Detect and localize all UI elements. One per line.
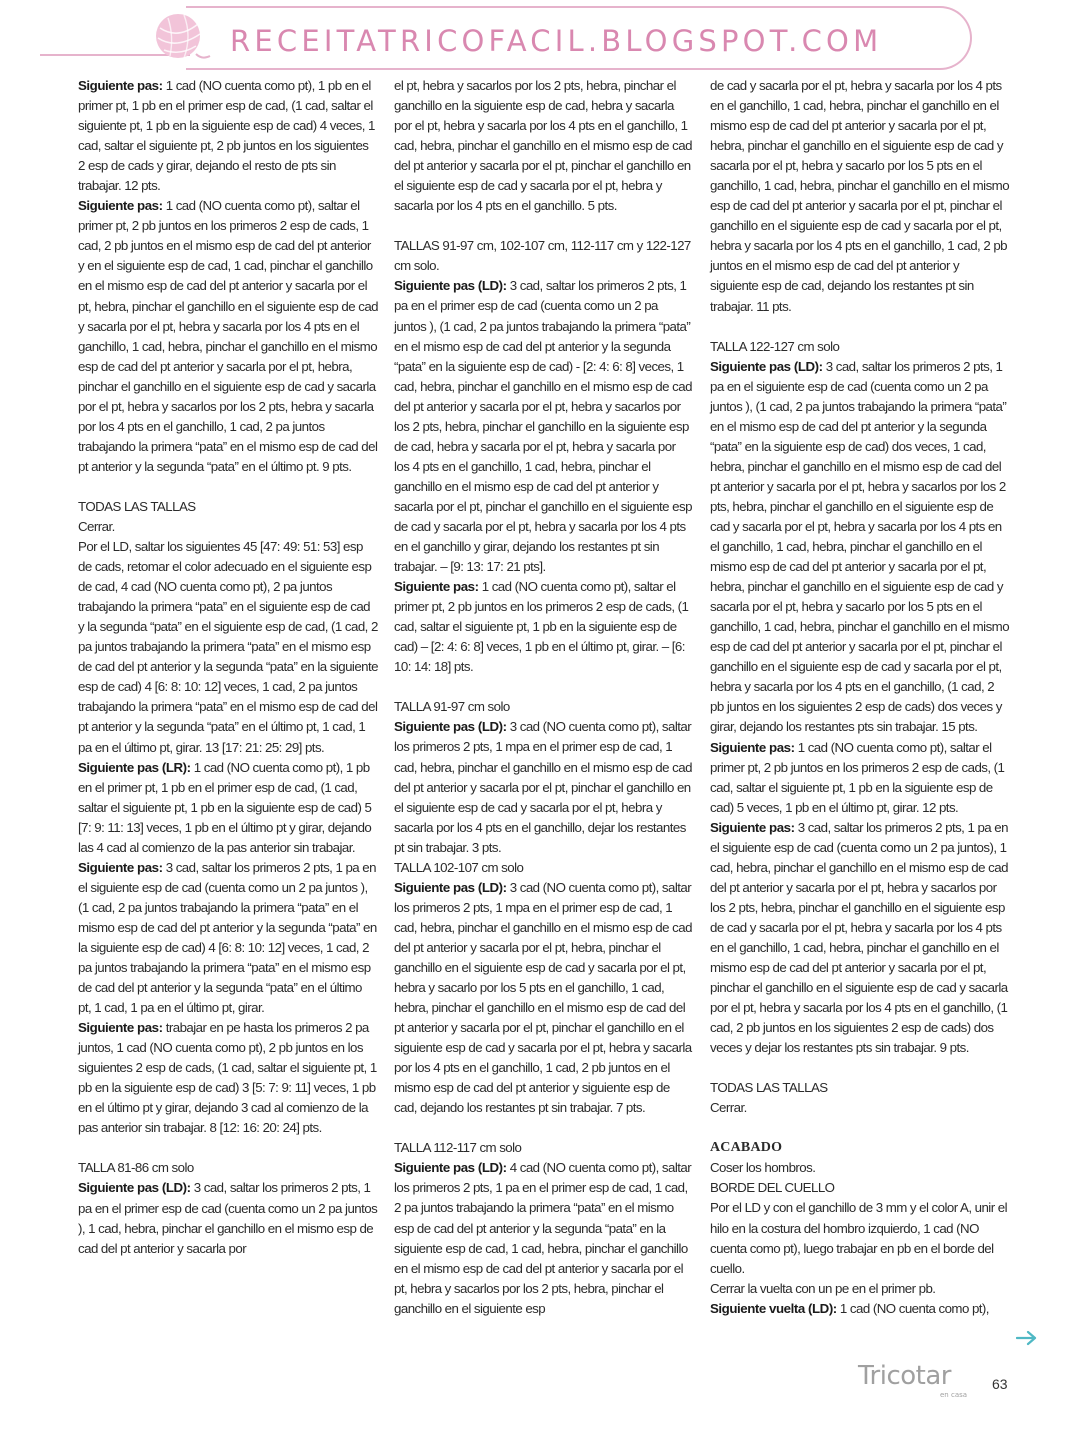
paragraph: el pt, hebra y sacarlos por los 2 pts, hebra, pinchar el ganchillo en la siguiente esp de cad, hebra y sacarla por el pt, hebra y sacarla por los 4 pts en el ganchillo, 1 cad, hebra, pinchar el ganchillo en el mismo esp de cad del pt anterior y sacarla por el pt, pinchar el ganchillo en el siguiente esp de cad y sacarla por el pt, hebra y sacarla por los 4 pts en el ganchillo. 5 pts.: [394, 78, 692, 214]
section-heading: TALLA 81-86 cm solo: [78, 1160, 194, 1176]
paragraph: [394, 878, 692, 1119]
paragraph: Cerrar la vuelta con un pe en el primer pb.: [710, 1280, 936, 1296]
row-text: 1 cad (NO cuenta como pt), saltar el primer pt, 2 pb juntos en los primeros 2 esp de cads, (1 cad, saltar el siguiente pt, 1 pb en la siguiente esp de cad) 5 veces, 1 pb en el último pt, girar. 12 pts.: [710, 739, 1005, 815]
row-label: Siguiente pas (LD):: [394, 1160, 507, 1176]
section-heading: TODAS LAS TALLAS: [78, 498, 196, 514]
paragraph: Por el LD, saltar los siguientes 45 [47: 49: 51: 53] esp de cads, retomar el color adecuado en el siguiente esp de cad, 4 cad (NO cuenta como pt), 2 pa juntos trabajando la primera “pata” en el siguiente esp de cad y la segunda “pata” en el siguiente esp de cad, (1 cad, 2 pa juntos trabajando la primera “pata” en el mismo esp de cad del pt anterior y la segunda “pata” en la siguiente esp de cad) 4 [6: 8: 10: 12] veces, 1 cad, 2 pa juntos trabajando la primera “pata” en el mismo esp de cad del pt anterior y la segunda “pata” en el último pt, 1 cad, 1 pa en el último pt, girar. 13 [17: 21: 25: 29] pts.: [78, 539, 379, 755]
paragraph: [710, 818, 1010, 1059]
row-label: Siguiente pas (LD):: [394, 278, 507, 294]
site-url-link[interactable]: RECEITATRICOFACIL.BLOGSPOT.COM: [230, 24, 883, 58]
section-heading: TALLA 91-97 cm solo: [394, 699, 510, 715]
row-text: 1 cad (NO cuenta como pt), saltar el primer pt, 2 pb juntos en los primeros 2 esp de cads, 1 cad, 2 pb juntos en el mismo esp de cad del pt anterior y en el siguiente esp de cad, 1 cad, pinchar el ganchillo en el mismo esp de cad del pt anterior y sacarla por el pt, hebra, pinchar el ganchillo en el siguiente esp de cad y sacarla por el pt, hebra y sacarla por los 4 pts en el ganchillo, 1 cad, hebra, pinchar el ganchillo en el mismo esp de cad del pt anterior y sacarla por el pt, hebra, pinchar el ganchillo en el siguiente esp de cad y sacarla por el pt, hebra y sacarlos por los 2 pts, hebra y sacarla por los 4 pts en el ganchillo, 1 cad, 2 pa juntos trabajando la primera “pata” en el mismo esp de cad del pt anterior y la segunda “pata” en el último pt. 9 pts.: [78, 198, 379, 474]
row-label: Siguiente pas (LD):: [710, 358, 823, 374]
row-text: 3 cad, saltar los primeros 2 pts, 1 pa en el siguiente esp de cad (cuenta como un 2 pa juntos ), (1 cad, 2 pa juntos trabajando la primera “pata” en el mismo esp de cad del pt anterior y la segunda “pata” en la siguiente esp de cad) 4 [6: 8: 10: 12] veces, 1 cad, 2 pa juntos trabajando la primera “pata” en el mismo esp de cad del pt anterior y la segunda “pata” en el último pt, 1 cad, 1 pa en el último pt, girar.: [78, 859, 377, 1016]
row-label: Siguiente pas:: [78, 859, 163, 875]
row-text: 3 cad, saltar los primeros 2 pts, 1 pa en el siguiente esp de cad (cuenta como un 2 pa juntos), 1 cad, hebra, pinchar el ganchillo en el mismo esp de cad del pt anterior y sacarla por el pt, hebra y sacarlos por los 2 pts, hebra, pinchar el ganchillo en el siguiente esp de cad y sacarla por el pt, hebra y sacarla por los 4 pts en el ganchillo, 1 cad, hebra, pinchar el ganchillo en el mismo esp de cad del pt anterior y sacarla por el pt, pinchar el ganchillo en el siguiente esp de cad y sacarla por el pt, hebra y sacarla por los 4 pts en el ganchillo, (1 cad, 2 pb juntos en los siguientes 2 esp de cads) dos veces y dejar los restantes pts sin trabajar. 9 pts.: [710, 819, 1008, 1056]
column-3: [710, 76, 1010, 1319]
row-label: Siguiente pas (LR):: [78, 759, 191, 775]
magazine-logo-subtitle: en casa: [940, 1391, 968, 1399]
row-label: Siguiente pas (LD):: [78, 1180, 191, 1196]
yarn-ball-icon: [154, 10, 206, 62]
column-2: [394, 76, 692, 1319]
row-text: 3 cad (NO cuenta como pt), saltar los primeros 2 pts, 1 mpa en el primer esp de cad, 1 cad, hebra, pinchar el ganchillo en el mismo esp de cad del pt anterior y sacarla por el pt, pinchar el ganchillo en el siguiente esp de cad y sacarla por el pt, hebra y sacarla por los 4 pts en el ganchillo, dejar los restantes pt sin trabajar. 3 pts.: [394, 719, 692, 855]
row-label: Siguiente pas:: [394, 579, 479, 595]
paragraph: [78, 1178, 378, 1258]
row-label: Siguiente vuelta (LD):: [710, 1300, 837, 1316]
row-label: Siguiente pas:: [710, 819, 795, 835]
row-text: 1 cad (NO cuenta como pt), 1 pb en el primer pt, 1 pb en el primer esp de cad, (1 cad, saltar el siguiente pt, 1 pb en la siguiente esp de cad) 5 [7: 9: 11: 13] veces, 1 pb en el último pt y girar, dejando las 4 cad al comienzo de la pas anterior sin trabajar.: [78, 759, 372, 855]
section-heading: TALLA 112-117 cm solo: [394, 1140, 522, 1156]
paragraph: [710, 1299, 1010, 1319]
paragraph: [394, 1158, 692, 1318]
row-text: 3 cad, saltar los primeros 2 pts, 1 pa en el primer esp de cad (cuenta como un 2 pa juntos ), 1 cad, hebra, pinchar el ganchillo en el mismo esp de cad del pt anterior y sacarla por: [78, 1180, 378, 1256]
row-text: 1 cad (NO cuenta como pt), 1 pb en el primer pt, 1 pb en el primer esp de cad, (1 cad, saltar el siguiente pt, 1 pb en la siguiente esp de cad) 4 veces, 1 cad, saltar el siguiente pt, 2 pb juntos en los siguientes 2 esp de cads y girar, dejando el resto de pts sin trabajar. 12 pts.: [78, 78, 375, 194]
row-label: Siguiente pas (LD):: [394, 719, 507, 735]
row-label: Siguiente pas:: [710, 739, 795, 755]
paragraph: Cerrar.: [710, 1100, 747, 1116]
row-text: 3 cad, saltar los primeros 2 pts, 1 pa en el primer esp de cad (cuenta como un 2 pa juntos ), (1 cad, 2 pa juntos trabajando la primera “pata” en el mismo esp de cad del pt anterior y la segunda “pata” en la siguiente esp de cad) - [2: 4: 6: 8] veces, 1 cad, hebra, pinchar el ganchillo en el mismo esp de cad del pt anterior y sacarla por el pt, hebra y sacarlos por los 2 pts, hebra, pinchar el ganchillo en la siguiente esp de cad, hebra y sacarla por el pt, hebra y sacarla por los 4 pts en el ganchillo, 1 cad, hebra, pinchar el ganchillo en el mismo esp de cad del pt anterior y sacarla por el pt, pinchar el ganchillo en el siguiente esp de cad y sacarla por el pt, hebra y sacarla por los 4 pts en el ganchillo y girar, dejando los restantes pt sin trabajar. – [9: 13: 17: 21 pts].: [394, 278, 692, 575]
paragraph: Por el LD y con el ganchillo de 3 mm y el color A, unir el hilo en la costura del hombro izquierdo, 1 cad (NO cuenta como pt), luego trabajar en pb en el borde del cuello.: [710, 1200, 1007, 1276]
paragraph: Coser los hombros.: [710, 1160, 816, 1176]
row-text: 3 cad (NO cuenta como pt), saltar los primeros 2 pts, 1 mpa en el primer esp de cad, 1 cad, hebra, pinchar el ganchillo en el mismo esp de cad del pt anterior y sacarla por el pt, hebra, pinchar el ganchillo en el siguiente esp de cad y sacarla por el pt, hebra y sacarlo por los 5 pts en el ganchillo, 1 cad, hebra, pinchar el ganchillo en el mismo esp de cad del pt anterior y sacarla por el pt, pinchar el ganchillo en el siguiente esp de cad y sacarla por el pt, hebra y sacarla por los 4 pts en el ganchillo, 1 cad, 2 pb juntos en el mismo esp de cad del pt anterior y siguiente esp de cad, dejando los restantes pt sin trabajar. 7 pts.: [394, 879, 692, 1116]
paragraph: Cerrar.: [78, 518, 115, 534]
paragraph: [710, 738, 1010, 818]
paragraph: [394, 717, 692, 857]
row-text: trabajar en pe hasta los primeros 2 pa juntos, 1 cad (NO cuenta como pt), 2 pb juntos en los siguientes 2 esp de cads, (1 cad, saltar el siguiente pt, 1 pb en la siguiente esp de cad) 3 [5: 7: 9: 11] veces, 1 pb en el último pt y girar, dejando 3 cad al comienzo de la pas anterior sin trabajar. 8 [12: 16: 20: 24] pts.: [78, 1020, 377, 1136]
column-1: [78, 76, 378, 1259]
paragraph: [78, 196, 378, 477]
row-label: Siguiente pas:: [78, 198, 163, 214]
row-text: 3 cad, saltar los primeros 2 pts, 1 pa en el siguiente esp de cad (cuenta como un 2 pa juntos ), (1 cad, 2 pa juntos trabajando la primera “pata” en el mismo esp de cad del pt anterior y la segunda “pata” en la siguiente esp de cad) dos veces, 1 cad, hebra, pinchar el ganchillo en el mismo esp de cad del pt anterior y sacarla por el pt, hebra y sacarlos por los 2 pts, hebra, pinchar el ganchillo en el siguiente esp de cad y sacarla por el pt, hebra y sacarla por los 4 pts en el ganchillo, 1 cad, hebra, pinchar el ganchillo en el mismo esp de cad del pt anterior y sacarla por el pt, hebra, pinchar el ganchillo en el siguiente esp de cad y sacarla por el pt, hebra y sacarlo por los 5 pts en el ganchillo, 1 cad, hebra, pinchar el ganchillo en el mismo esp de cad del pt anterior y sacarla por el pt, pinchar el ganchillo en el siguiente esp de cad y sacarla por el pt, hebra y sacarla por los 4 pts en el ganchillo, (1 cad, 2 pb juntos en los siguientes 2 esp de cads) dos veces y girar, dejando los restantes pts sin trabajar. 15 pts.: [710, 358, 1010, 735]
section-heading: TALLAS 91-97 cm, 102-107 cm, 112-117 cm y 122-127 cm solo.: [394, 238, 691, 274]
acabado-heading: ACABADO: [710, 1140, 783, 1156]
row-text: 1 cad (NO cuenta como pt),: [836, 1300, 989, 1316]
page-number: 63: [992, 1376, 1008, 1392]
row-label: Siguiente pas (LD):: [394, 879, 507, 895]
section-heading: TALLA 102-107 cm solo: [394, 859, 524, 875]
paragraph: [78, 1018, 378, 1138]
paragraph: [78, 758, 378, 858]
section-heading: TALLA 122-127 cm solo: [710, 338, 840, 354]
paragraph: [394, 276, 692, 577]
section-heading: TODAS LAS TALLAS: [710, 1080, 828, 1096]
row-text: 1 cad (NO cuenta como pt), saltar el primer pt, 2 pb juntos en los primeros 2 esp de cads, (1 cad, saltar el siguiente pt, 1 pb en la siguiente esp de cad) – [2: 4: 6: 8] veces, 1 pb en el último pt, girar. – [6: 10: 14: 18] pts.: [394, 579, 689, 675]
row-text: 4 cad (NO cuenta como pt), saltar los primeros 2 pts, 1 pa en el primer esp de cad, 1 cad, 2 pa juntos trabajando la primera “pata” en el mismo esp de cad del pt anterior y la segunda “pata” en la siguiente esp de cad, 1 cad, hebra, pinchar el ganchillo en el mismo esp de cad del pt anterior y sacarla por el pt, hebra y sacarlos por los 2 pts, hebra, pinchar el ganchillo en el siguiente esp: [394, 1160, 692, 1316]
magazine-logo: Tricotar: [858, 1361, 951, 1391]
paragraph: [78, 76, 378, 196]
paragraph: [78, 858, 378, 1018]
paragraph: [710, 357, 1010, 738]
section-heading: BORDE DEL CUELLO: [710, 1180, 835, 1196]
row-label: Siguiente pas:: [78, 78, 163, 93]
paragraph: [394, 577, 692, 677]
row-label: Siguiente pas:: [78, 1020, 163, 1036]
next-arrow-icon[interactable]: [1016, 1330, 1038, 1346]
paragraph: de cad y sacarla por el pt, hebra y sacarla por los 4 pts en el ganchillo, 1 cad, hebra, pinchar el ganchillo en el mismo esp de cad del pt anterior y sacarla por el pt, hebra, pinchar el ganchillo en el siguiente esp de cad y sacarla por el pt, hebra y sacarlo por los 5 pts en el ganchillo, 1 cad, hebra, pinchar el ganchillo en el mismo esp de cad del pt anterior y sacarla por el pt, pinchar el ganchillo en el siguiente esp de cad y sacarla por el pt, hebra y sacarla por los 4 pts en el ganchillo, 1 cad, 2 pb juntos en el mismo esp de cad del pt anterior y siguiente esp de cad, dejando los restantes pt sin trabajar. 11 pts.: [710, 78, 1010, 314]
